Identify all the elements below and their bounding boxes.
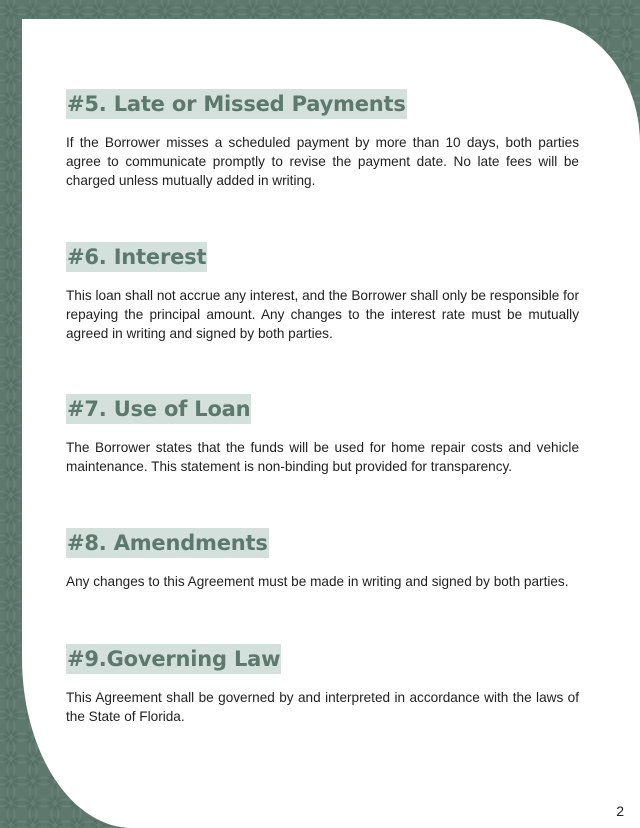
section-heading: #8. Amendments	[66, 528, 269, 558]
section-body: This loan shall not accrue any interest, and the Borrower shall only be responsible for repaying the principal amount. Any changes to the interest rate must be mutually agreed in writing and signed by both parties.	[66, 288, 579, 341]
section-heading: #7. Use of Loan	[66, 394, 251, 424]
section-body: If the Borrower misses a scheduled payment by more than 10 days, both parties agree to communicate promptly to revise the payment date. No late fees will be charged unless mutually added in writing.	[66, 135, 579, 188]
section-heading: #9.Governing Law	[66, 644, 281, 674]
section-heading: #5. Late or Missed Payments	[66, 89, 407, 119]
section-late-or-missed-payments	[66, 89, 579, 190]
section-heading: #6. Interest	[66, 242, 207, 272]
section-body: Any changes to this Agreement must be made in writing and signed by both parties.	[66, 574, 569, 589]
section-body: The Borrower states that the funds will be used for home repair costs and vehicle maintenance. This statement is non-binding but provided for transparency.	[66, 440, 579, 474]
section-body: This Agreement shall be governed by and interpreted in accordance with the laws of the State of Florida.	[66, 690, 579, 724]
section-amendments	[66, 528, 579, 591]
section-governing-law	[66, 644, 579, 726]
page-number: 2	[616, 803, 624, 819]
section-use-of-loan	[66, 394, 579, 476]
section-interest	[66, 242, 579, 343]
